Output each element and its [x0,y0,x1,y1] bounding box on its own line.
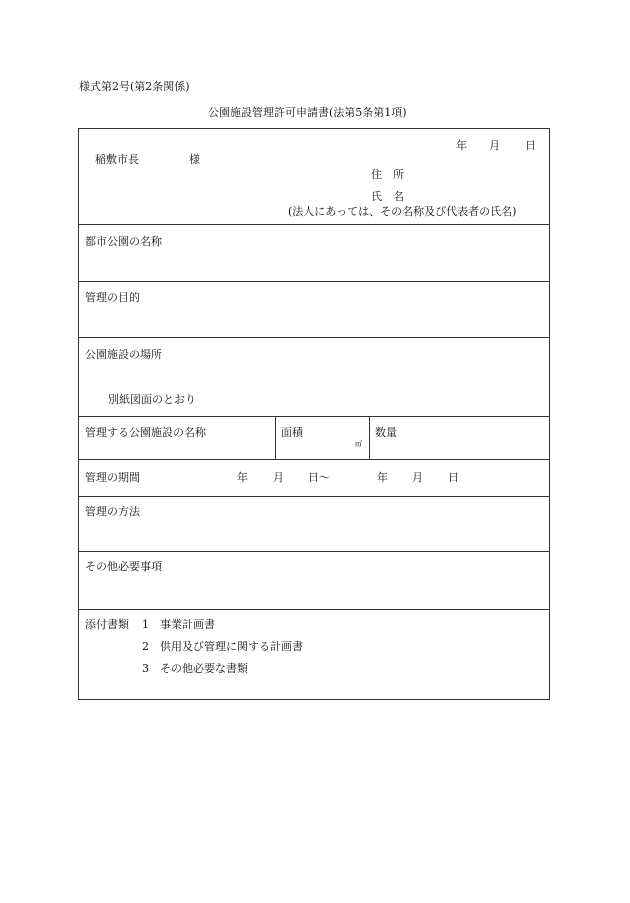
attachment-number: 1 [142,618,149,631]
divider [79,416,549,417]
divider [79,224,549,225]
divider [79,609,549,610]
period-start-year: 年 [237,471,248,484]
period-start-month: 月 [273,471,284,484]
divider [79,496,549,497]
divider [79,337,549,338]
divider [79,551,549,552]
address-label: 住 所 [371,168,404,181]
divider [79,459,549,460]
period-end-year: 年 [377,471,388,484]
method-label: 管理の方法 [85,505,140,518]
location-value: 別紙図面のとおり [108,393,196,406]
attachment-item: 事業計画書 [160,618,215,631]
quantity-label: 数量 [375,426,397,439]
area-unit: ㎡ [355,440,362,448]
attachment-item: その他必要な書類 [160,662,248,675]
attachment-item: 供用及び管理に関する計画書 [160,640,303,653]
period-end-day: 日 [448,471,459,484]
park-name-label: 都市公園の名称 [85,235,162,248]
name-label: 氏 名 [371,190,404,203]
application-form [78,128,550,700]
purpose-label: 管理の目的 [85,291,140,304]
attachments-label: 添付書類 [85,618,129,631]
addressee-name: 稲敷市長 [95,153,139,166]
form-title: 公園施設管理許可申請書(法第5条第1項) [208,106,407,119]
column-divider [369,416,370,459]
date-year-label: 年 [456,139,467,152]
divider [79,281,549,282]
column-divider [275,416,276,459]
period-start-day: 日～ [308,471,330,484]
attachment-number: 3 [142,662,149,675]
facility-name-label: 管理する公園施設の名称 [85,426,206,439]
addressee-suffix: 様 [189,153,200,166]
period-end-month: 月 [412,471,423,484]
attachment-number: 2 [142,640,149,653]
date-month-label: 月 [489,139,500,152]
corporate-note: (法人にあっては、その名称及び代表者の氏名) [288,205,517,218]
form-number: 様式第2号(第2条関係) [79,80,190,93]
area-label: 面積 [281,426,303,439]
date-day-label: 日 [525,139,536,152]
period-label: 管理の期間 [85,471,140,484]
location-label: 公園施設の場所 [85,348,162,361]
other-label: その他必要事項 [85,560,162,573]
